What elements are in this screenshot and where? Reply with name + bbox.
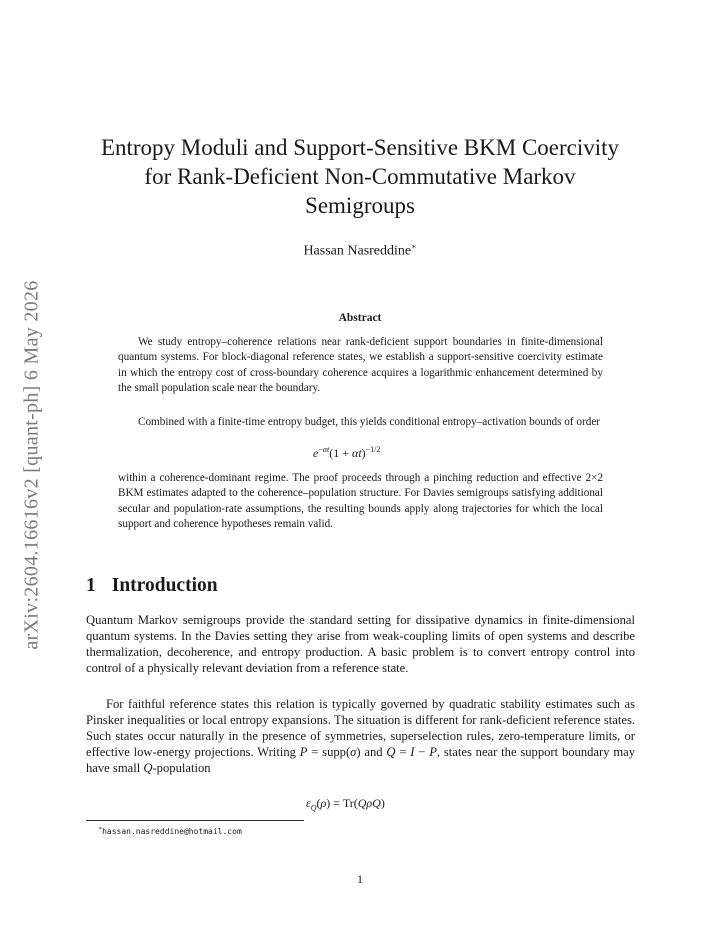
footnote — [98, 825, 242, 836]
page-number: 1 — [357, 872, 363, 886]
section-title: Introduction — [111, 575, 218, 596]
intro-paragraph-tail: -population — [152, 761, 211, 775]
abstract-paragraph: We study entropy–coherence relations near rank-deficient support boundaries in finite-dimensional quantum systems. For block-diagonal reference states, we establish a support-sensitive coercivity estimate in which the entropy cost of cross-boundary coherence acquires a logarithmic enhancement determined by the small population scale near the boundary. — [118, 336, 603, 394]
intro-paragraph-text: For faithful reference states this relation is typically governed by quadratic stability estimates such as Pinsker inequalities or local entropy expansions. The situation is different for rank-deficient reference states. Such states occur naturally in the presence of symmetries, superselection rules, zero-temperature limits, or effective low-energy projections. Writing — [86, 697, 635, 759]
section-number: 1 — [86, 575, 96, 596]
intro-conjunction: and — [364, 745, 383, 759]
author — [80, 242, 640, 260]
title-line: Entropy Moduli and Support-Sensitive BKM Coercivity — [100, 135, 620, 160]
title-line: for Rank-Deficient Non-Commutative Markov — [144, 164, 576, 189]
abstract-paragraph: within a coherence-dominant regime. The proof proceeds through a pinching reduction and effective 2×2 BKM estimates adapted to the coherence–population structure. For Davies semigroups satisfying additional secular and population-rate assumptions, the resulting bounds apply along trajectories for which the local support and coherence hypotheses remain valid. — [118, 472, 603, 530]
footnote-rule — [86, 820, 304, 821]
footnote-email: hassan.nasreddine@hotmail.com — [102, 827, 242, 836]
activation-bound-equation: $e^{-\alpha t}(1 + \alpha t)^{-1/2}$ — [313, 445, 381, 460]
intro-paragraph: Quantum Markov semigroups provide the standard setting for dissipative dynamics in finite-dimensional quantum systems. In the Davies setting they arise from weak-coupling limits of open systems and describe thermalization, decoherence, and entropy production. A basic problem is to convert entropy control into control of a physically relevant deviation from a reference state. — [86, 613, 635, 675]
arxiv-identifier-text: arXiv:2604.16616v2 [quant-ph] 6 May 2026 — [20, 280, 43, 650]
footnote-mark: ∗ — [98, 826, 103, 832]
intro-paragraph: For faithful reference states this relation is typically governed by quadratic stability estimates such as Pinsker inequalities or local entropy expansions. The situation is different for rank-deficient reference states. Such states occur naturally in the presence of symmetries, superselection rules, zero-temperature limits, or effective low-energy projections. Writing P = supp(σ) and Q = I − P, states near the support boundary may have small Q-population — [86, 697, 635, 775]
abstract-heading: Abstract — [338, 312, 382, 324]
abstract-paragraph: Combined with a finite-time entropy budget, this yields conditional entropy–activation bounds of order — [138, 416, 601, 428]
author-footnote-mark: ∗ — [411, 242, 417, 251]
title-line: Semigroups — [305, 193, 415, 218]
section-heading — [86, 575, 218, 597]
population-equation: $\varepsilon_Q(\rho) = Tr(Q\rho Q)$ — [306, 796, 385, 813]
author-name: Hassan Nasreddine — [303, 243, 412, 259]
paper-title — [80, 133, 640, 220]
arxiv-identifier — [20, 250, 44, 680]
intro-paragraph-tail: , states near the support boundary may have small — [86, 745, 635, 775]
